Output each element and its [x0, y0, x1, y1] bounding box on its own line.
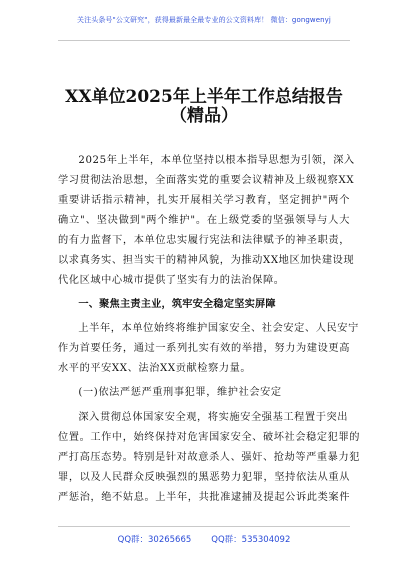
- body-line: 深入贯彻总体国家安全观，将实施安全强基工程置于突出: [78, 412, 349, 423]
- body-line: 水平的平安XX、法治XX贡献检察力量。: [58, 363, 252, 374]
- body-line: 重要讲话指示精神，扎实开展相关学习教育，坚定拥护"两个: [58, 195, 350, 206]
- section-heading: 一、聚焦主责主业，筑牢安全稳定坚实屏障: [78, 298, 276, 310]
- footer-qq-group-1: QQ群：30265665: [117, 535, 192, 545]
- body-line: 代化区域中心城市提供了坚实有力的法治保障。: [58, 275, 285, 286]
- body-line: 作为首要任务，通过一系列扎实有效的举措，努力为建设更高: [58, 343, 350, 354]
- body-line: 位置。工作中，始终保持对危害国家安全、破坏社会稳定犯罪的: [58, 432, 361, 443]
- body-line: 上半年，本单位始终将维护国家安全、社会安定、人民安宁: [78, 323, 359, 334]
- footer: [0, 533, 408, 549]
- header-divider: [58, 40, 350, 41]
- document-title: XX单位2025年上半年工作总结报告: [65, 87, 343, 107]
- body-line: 2025年上半年，本单位坚持以根本指导思想为引领，深入: [78, 155, 355, 166]
- body-line: 的有力监督下，本单位忠实履行宪法和法律赋予的神圣职责，: [58, 235, 350, 246]
- body-line: 以求真务实、担当实干的精神风貌，为推动XX地区加快建设现: [58, 255, 355, 266]
- body-line: 确立"、坚决做到"两个维护"。在上级党委的坚强领导与人大: [58, 215, 350, 226]
- body-line: 罪，以及人民群众反映强烈的黑恶势力犯罪，坚持依法从重从: [58, 472, 350, 483]
- body-line: 严打高压态势。特别是针对故意杀人、强奸、抢劫等严重暴力犯: [58, 452, 361, 463]
- footer-divider: [58, 526, 350, 527]
- footer-qq-group-2: QQ群：535304092: [211, 535, 291, 545]
- header-bar: [0, 0, 408, 40]
- subsection-heading: (一)依法严惩严重刑事犯罪，维护社会安定: [78, 387, 282, 398]
- document-subtitle: （精品）: [170, 106, 238, 126]
- header-note: 关注头条号"公文研究"，获得最新最全最专业的公文资料库！ 微信：gongwenyj: [77, 16, 331, 24]
- body-line: 严惩治，绝不姑息。上半年，共批准逮捕及提起公诉此类案件: [58, 492, 350, 503]
- body-line: 学习贯彻法治思想，全面落实党的重要会议精神及上级视察XX: [58, 175, 355, 186]
